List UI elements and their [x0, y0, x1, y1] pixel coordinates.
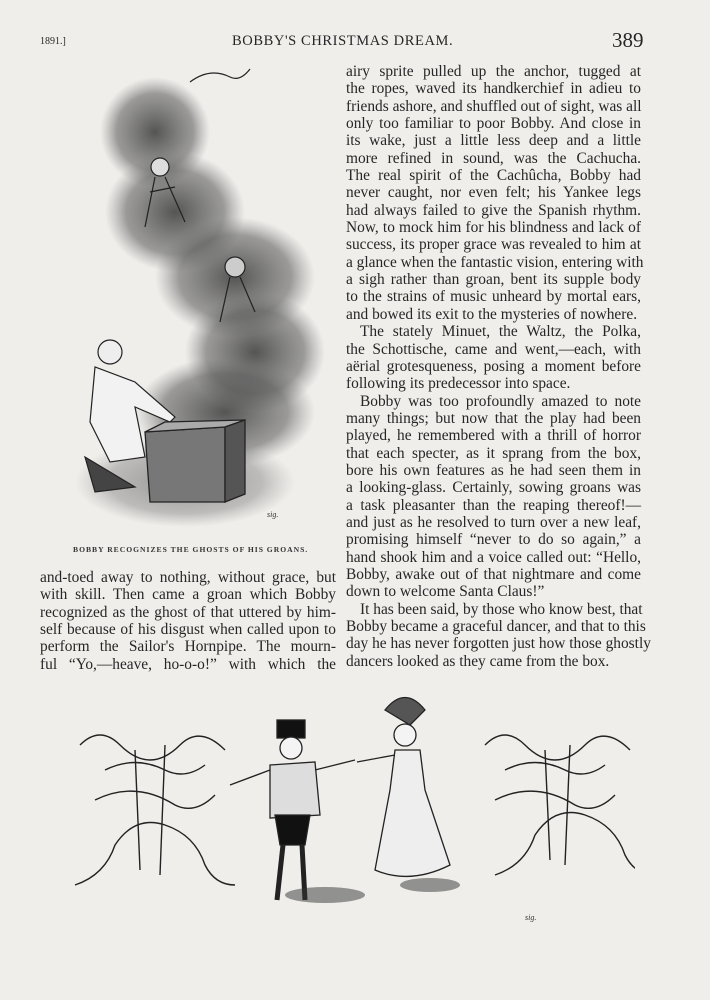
text-line: never caught, nor even felt; his Yankee legs [346, 184, 641, 202]
text-line: recognized as the ghost of that uttered by him- [40, 603, 336, 621]
text-line: Bobby, awake out of that nightmare and come [346, 565, 641, 583]
ribbon-ornament-right [485, 735, 635, 875]
text-line: hand shook him and a voice called out: “Hello, [346, 548, 641, 566]
text-line: had always failed to give the Spanish rhythm. [346, 201, 641, 219]
text-line: many things; but now that the play had been [346, 409, 641, 427]
text-line: its wake, just a little less deep and a little [346, 132, 641, 150]
text-line: a sigh rather than groan, bent its supple body [346, 271, 641, 289]
figure-caption: BOBBY RECOGNIZES THE GHOSTS OF HIS GROANS. [73, 545, 309, 554]
text-line: Now, to mock him for his blindness and lack of [346, 219, 641, 237]
text-line: a glance when the fantastic vision, entering with [346, 253, 644, 271]
text-line: aërial grotesqueness, posing a moment before [346, 357, 641, 375]
ribbon-ornament-left [75, 735, 235, 885]
text-line: and-toed away to nothing, without grace, but [40, 569, 336, 586]
text-line: with skill. Then came a groan which Bobby [40, 586, 336, 604]
text-line: promising himself “never to do so again,” a [346, 531, 641, 549]
text-line: played, he remembered with a thrill of horror [346, 427, 641, 445]
text-line: The stately Minuet, the Waltz, the Polka, [360, 323, 641, 341]
dancers-illustration [65, 690, 635, 930]
text-line: a looking-glass. Certainly, sowing groans was [346, 479, 641, 497]
text-line: to the strains of music unheard by mortal ears, [346, 288, 641, 306]
boy-dancer [230, 720, 365, 903]
text-line: day he has never forgotten just how those ghostly [346, 635, 651, 653]
text-line: self because of his disgust when called upon to [40, 621, 336, 639]
girl-dancer [357, 698, 460, 893]
text-line: perform the Sailor's Hornpipe. The mourn- [40, 638, 336, 656]
text-line: airy sprite pulled up the anchor, tugged at [346, 63, 641, 80]
text-line: The real spirit of the Cachûcha, Bobby had [346, 167, 641, 185]
text-line: the ropes, waved its handkerchief in adieu to [346, 80, 641, 98]
text-line: only too familiar to poor Bobby. And close in [346, 115, 641, 133]
text-line: and bowed its exit to the mysteries of nowhere. [346, 305, 638, 323]
text-line: Bobby became a graceful dancer, and that to this [346, 618, 646, 635]
running-head-year: 1891.] [40, 36, 66, 47]
svg-text:sig.: sig. [267, 510, 279, 519]
page-number: 389 [612, 28, 644, 52]
text-line: and just as he resolved to turn over a new leaf, [346, 513, 641, 531]
text-line: bore his own features as he had seen them in [346, 461, 641, 479]
text-line: that each specter, as it sprang from the box, [346, 444, 641, 462]
text-line: Bobby was too profoundly amazed to note [360, 392, 641, 410]
text-line: the Schottische, came and went,—each, with [346, 340, 641, 358]
svg-text:sig.: sig. [525, 913, 537, 922]
text-line: success, its proper grace was revealed to him at [346, 236, 641, 254]
text-line: ful “Yo,—heave, ho-o-o!” with which the [40, 655, 336, 673]
text-line: down to welcome Santa Claus!” [346, 583, 545, 601]
text-line: It has been said, by those who know best, that [360, 600, 643, 618]
box [145, 420, 245, 502]
running-head-title: BOBBY'S CHRISTMAS DREAM. [232, 33, 454, 49]
text-line: friends ashore, and shuffled out of sight, was all [346, 97, 642, 115]
text-line: dancers looked as they came from the box. [346, 652, 610, 670]
left-column-text [40, 569, 336, 673]
text-line: a task pleasanter than the reaping thereof!— [346, 496, 641, 514]
text-line: following its predecessor into space. [346, 375, 571, 393]
right-column-text [346, 63, 651, 670]
ghosts-illustration [75, 62, 335, 537]
text-line: more refined in sound, was the Cachucha. [346, 149, 641, 167]
